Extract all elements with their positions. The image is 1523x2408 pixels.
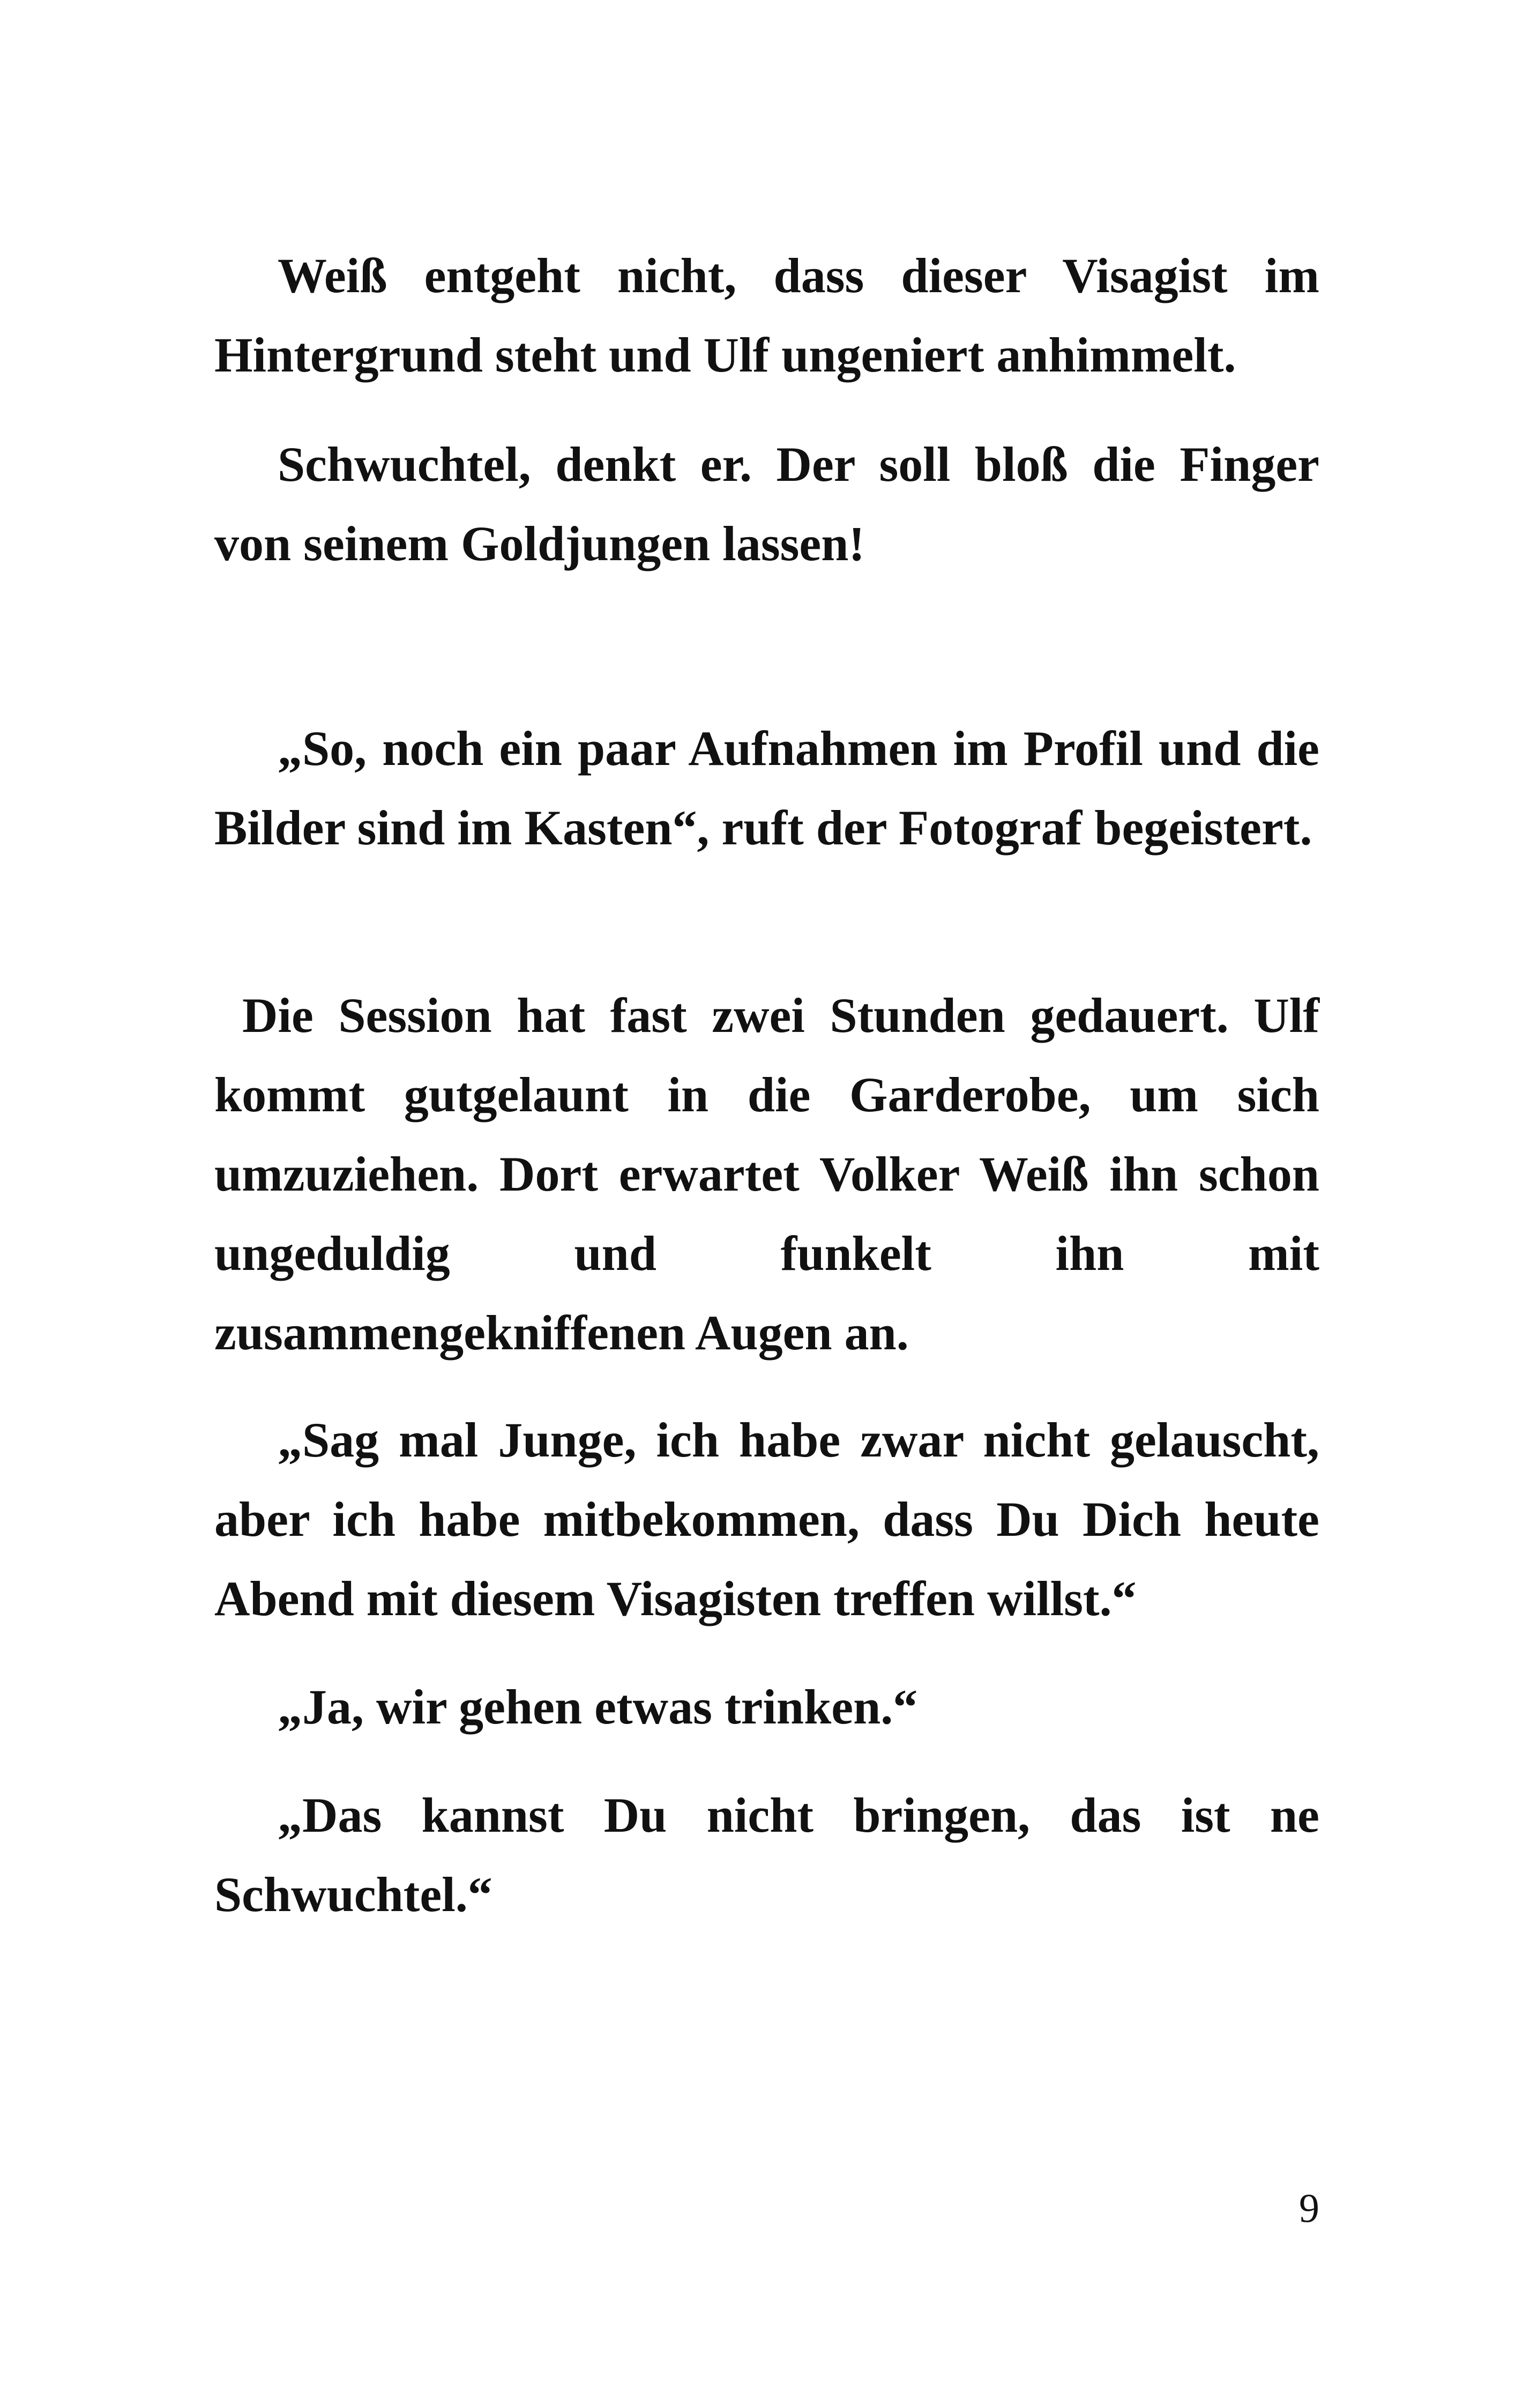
paragraph-5: „Sag mal Junge, ich habe zwar nicht gelauscht, aber ich habe mitbekommen, dass Du Dich heute Abend mit diesem Visagisten treffen willst.“ <box>214 1413 1319 1626</box>
paragraph-6: „Ja, wir gehen etwas trinken.“ <box>278 1679 918 1734</box>
paragraph-4: Die Session hat fast zwei Stunden gedauert. Ulf kommt gutgelaunt in die Garderobe, um sich umzuziehen. Dort erwartet Volker Weiß ihn schon ungeduldig und funkelt ihn mit zusammengekniffenen Augen an. <box>214 988 1319 1360</box>
paragraph-7: „Das kannst Du nicht bringen, das ist ne Schwuchtel.“ <box>214 1788 1319 1922</box>
paragraph-3: „So, noch ein paar Aufnahmen im Profil und die Bilder sind im Kasten“, ruft der Fotograf begeistert. <box>214 721 1319 855</box>
paragraph-1: Weiß entgeht nicht, dass dieser Visagist im Hintergrund steht und Ulf ungeniert anhimmelt. <box>214 248 1319 382</box>
page-number: 9 <box>1299 2186 1319 2231</box>
paragraph-2: Schwuchtel, denkt er. Der soll bloß die Finger von seinem Goldjungen lassen! <box>214 437 1319 571</box>
